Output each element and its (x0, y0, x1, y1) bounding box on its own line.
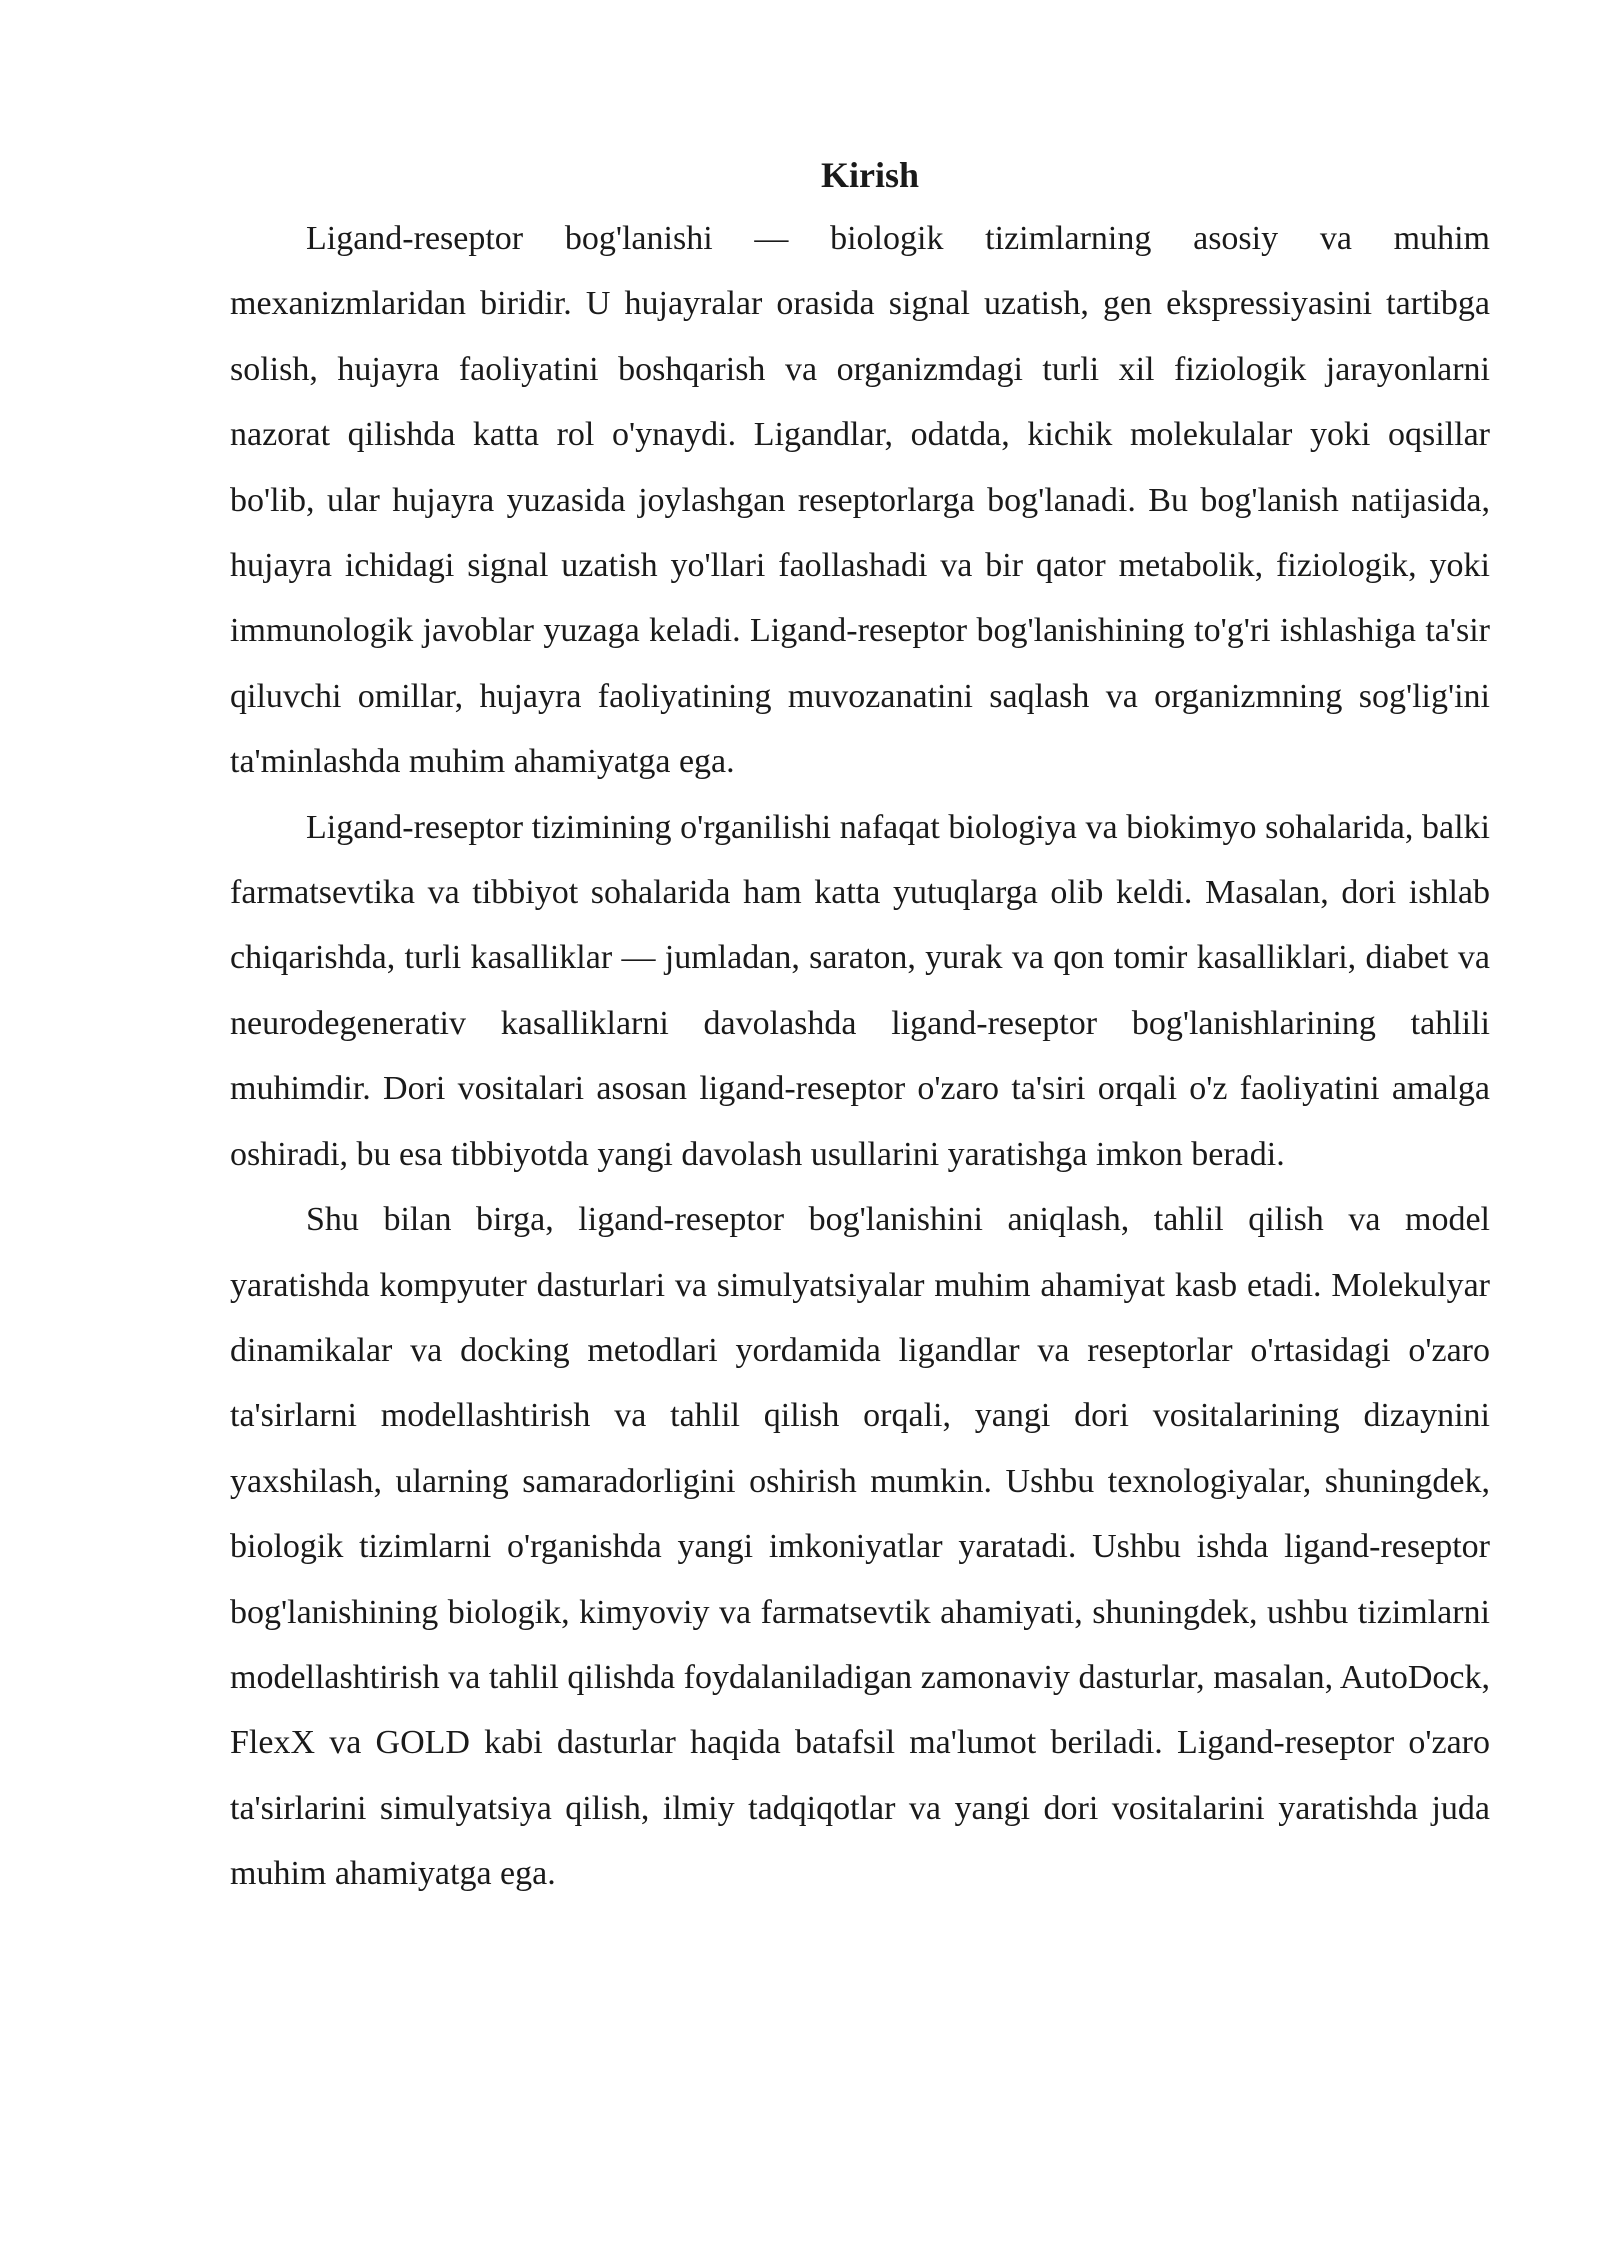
document-title: Kirish (820, 155, 919, 195)
paragraph: Shu bilan birga, ligand-reseptor bog'lanishini aniqlash, tahlil qilish va model yaratishda kompyuter dasturlari va simulyatsiyalar muhim ahamiyat kasb etadi. Molekulyar dinamikalar va docking metodlari yordamida ligandlar va reseptorlar o'rtasidagi o'zaro ta'sirlarni modellashtirish va tahlil qilish orqali, yangi dori vositalarining dizaynini yaxshilash, ularning samaradorligini oshirish mumkin. Ushbu texnologiyalar, shuningdek, biologik tizimlarni o'rganishda yangi imkoniyatlar yaratadi. Ushbu ishda ligand-reseptor bog'lanishining biologik, kimyoviy va farmatsevtik ahamiyati, shuningdek, ushbu tizimlarni modellashtirish va tahlil qilishda foydalaniladigan zamonaviy dasturlar, masalan, AutoDock, FlexX va GOLD kabi dasturlar haqida batafsil ma'lumot beriladi. Ligand-reseptor o'zaro ta'sirlarini simulyatsiya qilish, ilmiy tadqiqotlar va yangi dori vositalarini yaratishda juda muhim ahamiyatga ega. (230, 1201, 1490, 1893)
paragraph: Ligand-reseptor bog'lanishi — biologik tizimlarning asosiy va muhim mexanizmlaridan biridir. U hujayralar orasida signal uzatish, gen ekspressiyasini tartibga solish, hujayra faoliyatini boshqarish va organizmdagi turli xil fiziologik jarayonlarni nazorat qilishda katta rol o'ynaydi. Ligandlar, odatda, kichik molekulalar yoki oqsillar bo'lib, ular hujayra yuzasida joylashgan reseptorlarga bog'lanadi. Bu bog'lanish natijasida, hujayra ichidagi signal uzatish yo'llari faollashadi va bir qator metabolik, fiziologik, yoki immunologik javoblar yuzaga keladi. Ligand-reseptor bog'lanishining to'g'ri ishlashiga ta'sir qiluvchi omillar, hujayra faoliyatining muvozanatini saqlash va organizmning sog'lig'ini ta'minlashda muhim ahamiyatga ega. (230, 220, 1490, 781)
paragraph: Ligand-reseptor tizimining o'rganilishi nafaqat biologiya va biokimyo sohalarida, balki farmatsevtika va tibbiyot sohalarida ham katta yutuqlarga olib keldi. Masalan, dori ishlab chiqarishda, turli kasalliklar — jumladan, saraton, yurak va qon tomir kasalliklari, diabet va neurodegenerativ kasalliklarni davolashda ligand-reseptor bog'lanishlarining tahlili muhimdir. Dori vositalari asosan ligand-reseptor o'zaro ta'siri orqali o'z faoliyatini amalga oshiradi, bu esa tibbiyotda yangi davolash usullarini yaratishga imkon beradi. (230, 808, 1490, 1173)
document-page (230, 148, 1490, 1907)
